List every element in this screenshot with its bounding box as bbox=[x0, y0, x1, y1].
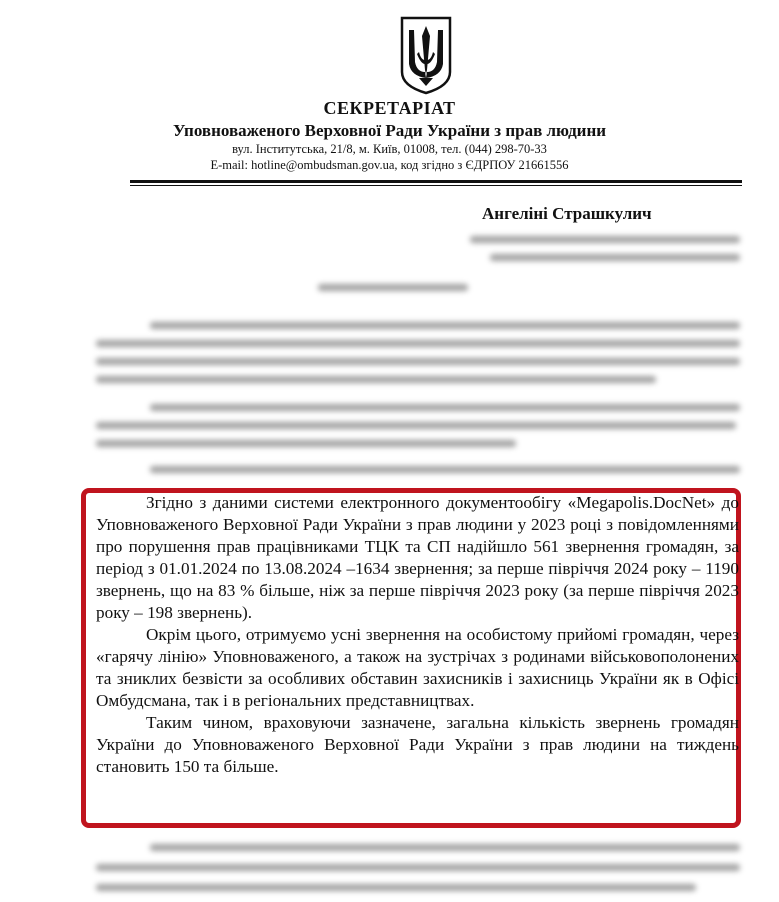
org-address: вул. Інститутська, 21/8, м. Київ, 01008, тел. (044) 298-70-33 bbox=[232, 142, 547, 156]
org-subtitle: Уповноваженого Верховної Ради України з прав людини bbox=[172, 121, 607, 140]
recipient-name: Ангеліні Страшкулич bbox=[482, 204, 652, 223]
highlighted-text bbox=[96, 492, 739, 778]
org-contacts: E-mail: hotline@ombudsman.gov.ua, код згідно з ЄДРПОУ 21661556 bbox=[210, 158, 569, 172]
paragraph-conclusion: Таким чином, враховуючи зазначене, загальна кількість звернень громадян України до Уповноваженого Верховної Ради України з прав людини на тиждень становить 150 та більше. bbox=[96, 713, 739, 776]
paragraph-statistics: Згідно з даними системи електронного документообігу «Megapolis.DocNet» до Уповноваженого Верховної Ради України з прав людини у 2023 році з повідомленнями про порушення прав працівниками ТЦК та СП надійшло 561 звернення громадян, за період з 01.01.2024 по 13.08.2024 –1634 звернення; за перше півріччя 2024 року – 1190 звернень, що на 83 % більше, ніж за перше півріччя 2023 року (за перше півріччя 2023 року – 198 звернень). bbox=[96, 493, 739, 622]
org-title: СЕКРЕТАРІАТ bbox=[323, 98, 456, 118]
redacted-text-bottom bbox=[0, 826, 779, 902]
paragraph-oral-appeals: Окрім цього, отримуємо усні звернення на особистому прийомі громадян, через «гарячу лінію» Уповноваженого, а також на зустрічах з родинами військовополонених та зниклих безвісти за особливих обставин захисників і захисниць України як в Офісі Омбудсмана, так і в регіональних представництвах. bbox=[96, 625, 739, 710]
